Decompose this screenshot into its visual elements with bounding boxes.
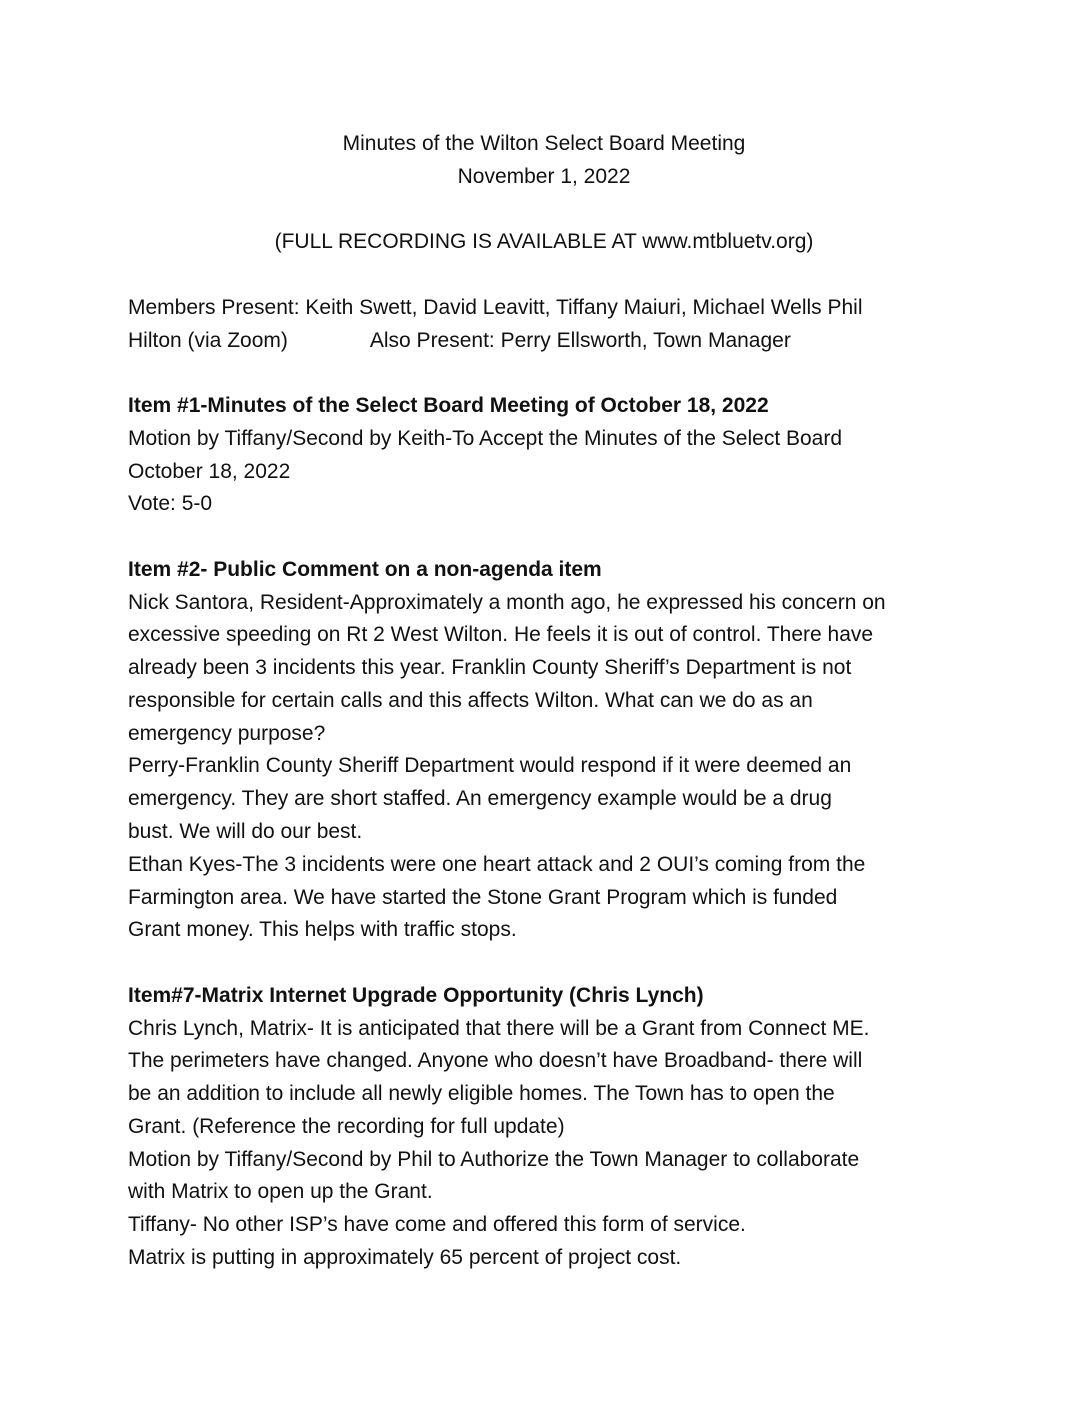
attendance-line-1: Members Present: Keith Swett, David Leavitt, Tiffany Maiuri, Michael Wells Phil <box>128 296 863 319</box>
attendance-also-present: Also Present: Perry Ellsworth, Town Manager <box>369 329 791 352</box>
item-1-heading: Item #1-Minutes of the Select Board Meeting of October 18, 2022 <box>128 394 769 417</box>
item-2-line: emergency purpose? <box>128 722 326 745</box>
item-7-line: with Matrix to open up the Grant. <box>128 1180 433 1203</box>
item-2-line: responsible for certain calls and this affects Wilton. What can we do as an <box>128 689 813 712</box>
item-1-vote: Vote: 5-0 <box>128 492 213 515</box>
item-2-line: Farmington area. We have started the Stone Grant Program which is funded <box>128 886 838 909</box>
item-7-heading: Item#7-Matrix Internet Upgrade Opportunity (Chris Lynch) <box>128 984 704 1007</box>
item-1-line: Motion by Tiffany/Second by Keith-To Accept the Minutes of the Select Board <box>128 427 843 450</box>
item-7-line: Grant. (Reference the recording for full update) <box>128 1115 565 1138</box>
attendance-line-2 <box>128 328 791 354</box>
item-7-line: be an addition to include all newly eligible homes. The Town has to open the <box>128 1082 835 1105</box>
item-2-line: emergency. They are short staffed. An emergency example would be a drug <box>128 787 832 810</box>
item-7-line: Chris Lynch, Matrix- It is anticipated that there will be a Grant from Connect ME. <box>128 1017 870 1040</box>
document-title: Minutes of the Wilton Select Board Meeting <box>342 132 746 155</box>
item-7-line: Matrix is putting in approximately 65 percent of project cost. <box>128 1246 682 1269</box>
item-2-line: Grant money. This helps with traffic stops. <box>128 918 517 941</box>
item-7-line: Motion by Tiffany/Second by Phil to Authorize the Town Manager to collaborate <box>128 1148 860 1171</box>
item-2-heading: Item #2- Public Comment on a non-agenda item <box>128 558 602 581</box>
item-7-line: The perimeters have changed. Anyone who doesn’t have Broadband- there will <box>128 1049 863 1072</box>
item-1-line: October 18, 2022 <box>128 460 291 483</box>
recording-note: (FULL RECORDING IS AVAILABLE AT www.mtbluetv.org) <box>274 230 814 253</box>
meeting-date: November 1, 2022 <box>457 165 631 188</box>
item-7-line: Tiffany- No other ISP’s have come and offered this form of service. <box>128 1213 746 1236</box>
item-2-line: bust. We will do our best. <box>128 820 363 843</box>
item-2-line: Ethan Kyes-The 3 incidents were one heart attack and 2 OUI’s coming from the <box>128 853 866 876</box>
item-2-line: already been 3 incidents this year. Franklin County Sheriff’s Department is not <box>128 656 852 679</box>
attendance-members-remote: Hilton (via Zoom) <box>128 329 288 352</box>
item-2-line: Nick Santora, Resident-Approximately a month ago, he expressed his concern on <box>128 591 886 614</box>
item-2-line: excessive speeding on Rt 2 West Wilton. He feels it is out of control. There have <box>128 623 874 646</box>
item-2-line: Perry-Franklin County Sheriff Department would respond if it were deemed an <box>128 754 852 777</box>
